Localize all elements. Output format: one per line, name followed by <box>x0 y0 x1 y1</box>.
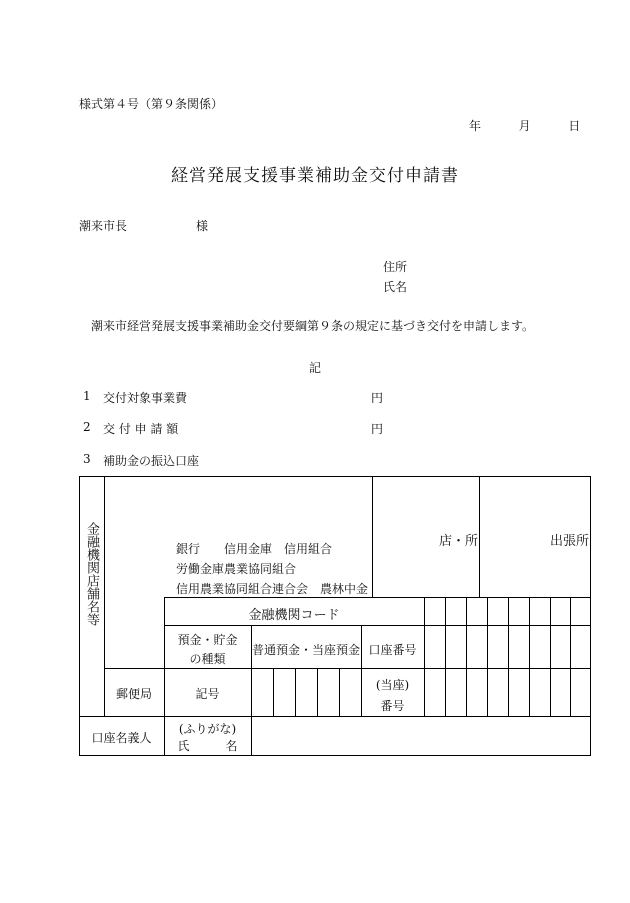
item-number: 1 <box>83 389 91 403</box>
addressee-name: 潮来市長 <box>79 219 128 233</box>
account-digit-divider <box>466 625 467 716</box>
table-rule <box>79 716 591 717</box>
table-border <box>79 755 591 756</box>
symbol-digit-divider <box>339 668 340 716</box>
code-digit-divider <box>487 597 488 625</box>
code-digit-divider <box>445 597 446 625</box>
account-digit-divider <box>508 625 509 716</box>
furigana-label: (ふりがな) <box>178 722 237 736</box>
symbol-digit-divider <box>295 668 296 716</box>
table-border <box>590 476 591 756</box>
month-label: 月 <box>518 119 531 133</box>
body-text: 潮来市経営発展支援事業補助金交付要綱第９条の規定に基づき交付を申請します。 <box>91 319 535 333</box>
account-holder-label: 口座名義人 <box>91 731 152 745</box>
day-label: 日 <box>568 119 581 133</box>
account-number-label: 口座番号 <box>368 643 417 657</box>
account-digit-divider <box>445 625 446 716</box>
current-account-number-label: 番号 <box>380 699 405 713</box>
date-line <box>469 117 580 134</box>
institution-type-row: 銀行 信用金庫 信用組合 <box>176 542 333 556</box>
institution-label: 金融機関店舗名等 <box>84 522 99 626</box>
code-digit-divider <box>529 597 530 625</box>
deposit-type-label: 預金・貯金 <box>177 633 238 647</box>
item-unit: 円 <box>371 391 384 405</box>
symbol-digit-divider <box>273 668 274 716</box>
year-label: 年 <box>469 119 482 133</box>
account-digit-divider <box>529 625 530 716</box>
code-digit-divider <box>466 597 467 625</box>
table-rule <box>372 476 373 597</box>
address-label: 住所 <box>383 260 408 274</box>
branch-label: 店・所 <box>439 534 479 549</box>
institution-type-row: 信用農業協同組合連合会 農林中金 <box>176 582 369 596</box>
institution-type-row: 労働金庫農業協同組合 <box>176 562 297 576</box>
account-digit-divider <box>550 625 551 716</box>
institution-code-label: 金融機関コード <box>248 608 340 623</box>
account-digit-divider <box>570 625 571 716</box>
holder-name-label: 氏 名 <box>177 739 238 753</box>
symbol-label: 記号 <box>195 687 220 701</box>
item-label-account: 補助金の振込口座 <box>103 454 200 468</box>
table-rule <box>479 476 480 597</box>
item-number: 3 <box>83 452 91 466</box>
code-digit-divider <box>550 597 551 625</box>
deposit-type-label: の種類 <box>189 652 226 666</box>
table-rule <box>104 476 105 716</box>
item-unit: 円 <box>371 422 384 436</box>
table-rule <box>104 668 591 669</box>
symbol-digit-divider <box>317 668 318 716</box>
form-number: 様式第４号（第９条関係） <box>79 97 224 111</box>
post-office-label: 郵便局 <box>115 687 152 701</box>
table-rule <box>164 597 591 598</box>
item-label-cost: 交付対象事業費 <box>103 391 188 405</box>
document-title: 経営発展支援事業補助金交付申請書 <box>171 166 459 186</box>
table-border <box>79 476 591 477</box>
deposit-type-options: 普通預金・当座預金 <box>251 643 360 657</box>
ki-heading: 記 <box>308 361 321 375</box>
table-border <box>79 476 80 756</box>
current-account-label: (当座) <box>375 678 410 692</box>
name-label: 氏名 <box>383 280 408 294</box>
code-digit-divider <box>508 597 509 625</box>
table-rule <box>424 597 425 716</box>
sub-branch-label: 出張所 <box>550 534 590 549</box>
table-rule <box>164 625 591 626</box>
addressee-suffix: 様 <box>196 219 209 233</box>
item-number: 2 <box>83 420 91 434</box>
item-label-amount: 交 付 申 請 額 <box>103 422 179 436</box>
account-digit-divider <box>487 625 488 716</box>
code-digit-divider <box>570 597 571 625</box>
